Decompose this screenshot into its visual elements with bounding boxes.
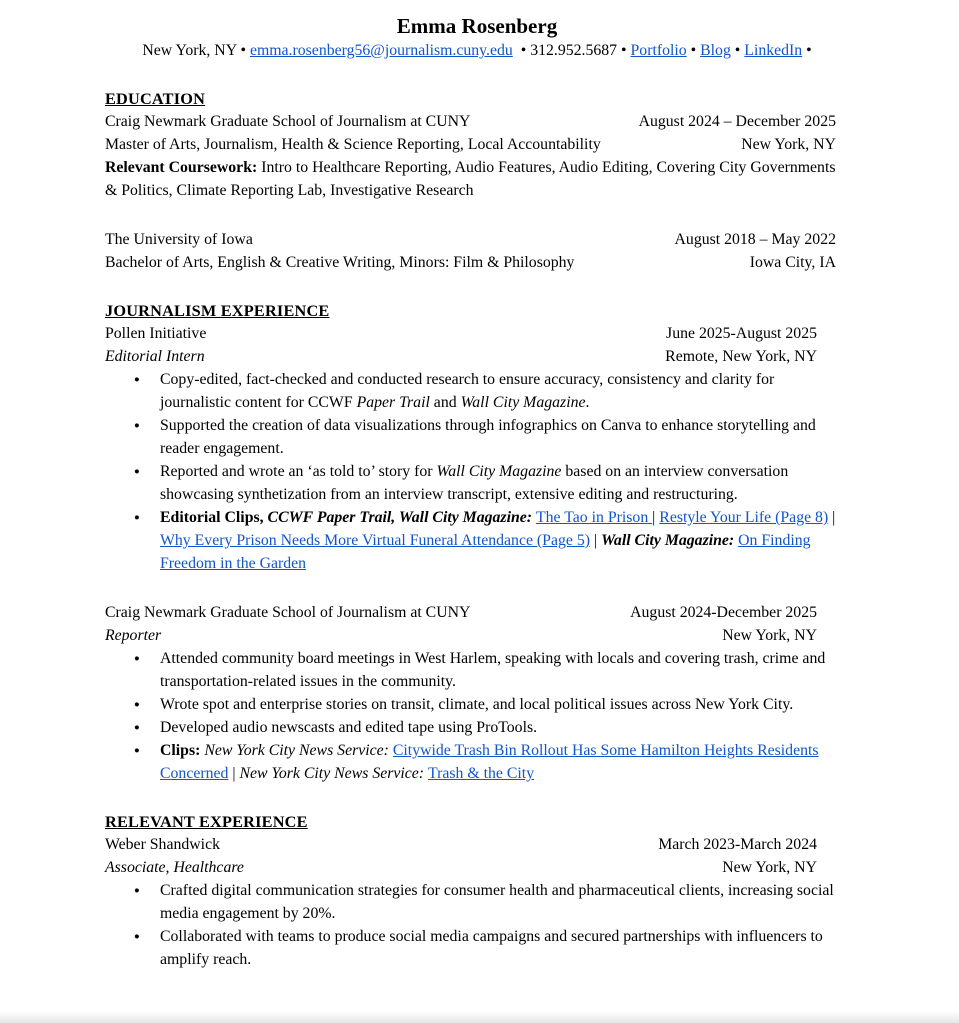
entry-subtitle-row	[105, 251, 849, 274]
text-run: and	[429, 394, 461, 411]
entry-title-row	[105, 228, 849, 251]
entry-dates: March 2023-March 2024	[658, 836, 817, 853]
text-run: Intro to Healthcare Reporting, Audio Features, Audio Editing, Covering City Governments & Politics, Climate Reporting Lab, Investigative Research	[105, 159, 836, 199]
text-run: Editorial Intern	[105, 348, 205, 365]
text-run: Copy-edited, fact-checked and conducted research to ensure accuracy, consistency and clarity for journalistic content for CCWF	[160, 371, 775, 411]
text-run: • 312.952.5687 •	[512, 42, 631, 59]
text-run: Developed audio newscasts and edited tape using ProTools.	[160, 719, 538, 736]
text-run: Reporter	[105, 627, 162, 644]
blog-link[interactable]: Blog	[700, 42, 731, 59]
entry-bullets	[105, 879, 849, 971]
entry-detail	[105, 156, 849, 202]
text-run: Attended community board meetings in West Harlem, speaking with locals and covering trash, crime and transportation-related issues in the community.	[160, 650, 826, 690]
entry-subtitle-row	[105, 345, 849, 368]
entry-dates: August 2024-December 2025	[630, 604, 817, 621]
text-run: Editorial Clips,	[160, 509, 268, 526]
text-run: |	[590, 532, 602, 549]
bullet-item	[105, 739, 849, 785]
clip-link-trash-and-the-city[interactable]: Trash & the City	[428, 765, 535, 782]
text-run: based on an interview conversation showcasing synthetization from an interview transcript, extensive editing and restructuring.	[160, 463, 789, 503]
entry-dates: August 2018 – May 2022	[674, 231, 836, 248]
entry-title-row	[105, 322, 849, 345]
entry-organization: Weber Shandwick	[105, 836, 220, 853]
text-run: |	[652, 509, 660, 526]
clip-link-restyle-your-life[interactable]: Restyle Your Life (Page 8)	[659, 509, 829, 526]
entry-location: Iowa City, IA	[749, 254, 836, 271]
section-entries	[105, 322, 849, 785]
resume-entry	[105, 110, 849, 202]
resume-entry	[105, 228, 849, 274]
entry-bullets	[105, 368, 849, 575]
entry-subtitle-row	[105, 624, 849, 647]
resume-body	[105, 87, 849, 971]
text-run: Supported the creation of data visualizations through infographics on Canva to enhance storytelling and reader engagement.	[160, 417, 816, 457]
text-run: Collaborated with teams to produce social media campaigns and secured partnerships with influencers to amplify reach.	[160, 928, 823, 968]
text-run: Relevant Coursework:	[105, 159, 262, 176]
clip-link-trash-bin-rollout[interactable]: Citywide Trash Bin Rollout Has Some Hamilton Heights Residents Concerned	[160, 742, 819, 782]
resume-section	[105, 299, 849, 785]
linkedin-link[interactable]: LinkedIn	[744, 42, 803, 59]
entry-subtitle-row	[105, 856, 849, 879]
clip-link-freedom-garden[interactable]: On Finding Freedom in the Garden	[160, 532, 811, 572]
text-run: •	[802, 42, 812, 59]
bullet-item	[105, 414, 849, 460]
entry-title-row	[105, 833, 849, 856]
text-run: •	[730, 42, 745, 59]
text-run: CCWF Paper Trail, Wall City Magazine:	[267, 509, 536, 526]
section-heading: JOURNALISM EXPERIENCE	[105, 301, 330, 320]
section-entries	[105, 833, 849, 971]
entry-dates: June 2025-August 2025	[666, 325, 817, 342]
resume-entry	[105, 833, 849, 971]
page-bottom-edge	[0, 1011, 959, 1023]
entry-organization: Craig Newmark Graduate School of Journalism at CUNY	[105, 113, 471, 130]
text-run: Wall City Magazine	[436, 463, 562, 480]
text-run: Wrote spot and enterprise stories on transit, climate, and local political issues across New York City.	[160, 696, 794, 713]
entry-title-row	[105, 601, 849, 624]
text-run: New York, NY •	[142, 42, 250, 59]
entry-role	[105, 624, 712, 647]
entry-location: Remote, New York, NY	[665, 348, 817, 365]
text-run: Paper Trail	[356, 394, 430, 411]
text-run: Master of Arts, Journalism, Health & Science Reporting, Local Accountability	[105, 136, 601, 153]
resume-section	[105, 810, 849, 971]
text-run: .	[585, 394, 590, 411]
entry-dates: August 2024 – December 2025	[638, 113, 836, 130]
bullet-item	[105, 879, 849, 925]
bullet-item	[105, 716, 849, 739]
portfolio-link[interactable]: Portfolio	[630, 42, 687, 59]
resume-section	[105, 87, 849, 274]
entry-role	[105, 133, 731, 156]
text-run: Wall City Magazine	[460, 394, 586, 411]
text-run: Reported and wrote an ‘as told to’ story for	[160, 463, 437, 480]
text-run: Bachelor of Arts, English & Creative Writing, Minors: Film & Philosophy	[105, 254, 575, 271]
entry-location: New York, NY	[741, 136, 836, 153]
text-run: Crafted digital communication strategies for consumer health and pharmaceutical clients, increasing social media engagement by 20%.	[160, 882, 834, 922]
resume-entry	[105, 601, 849, 785]
clip-link-tao-in-prison[interactable]: The Tao in Prison	[535, 509, 653, 526]
entry-role	[105, 251, 740, 274]
text-run: Clips:	[160, 742, 205, 759]
resume-header	[105, 13, 849, 62]
text-run: New York City News Service:	[204, 742, 393, 759]
resume-entry	[105, 322, 849, 575]
clip-link-virtual-funeral[interactable]: Why Every Prison Needs More Virtual Funeral Attendance (Page 5)	[160, 532, 590, 549]
text-run: |	[228, 765, 240, 782]
page-title: Emma Rosenberg	[396, 14, 558, 38]
entry-location: New York, NY	[722, 859, 817, 876]
entry-subtitle-row	[105, 133, 849, 156]
text-run: Associate, Healthcare	[105, 859, 244, 876]
section-heading: RELEVANT EXPERIENCE	[105, 812, 308, 831]
bullet-item	[105, 368, 849, 414]
bullet-item	[105, 693, 849, 716]
text-run: •	[686, 42, 701, 59]
entry-organization: Pollen Initiative	[105, 325, 207, 342]
bullet-item	[105, 506, 849, 575]
bullet-item	[105, 460, 849, 506]
section-entries	[105, 110, 849, 274]
section-heading: EDUCATION	[105, 89, 206, 108]
entry-location: New York, NY	[722, 627, 817, 644]
entry-bullets	[105, 647, 849, 785]
entry-title-row	[105, 110, 849, 133]
bullet-item	[105, 647, 849, 693]
entry-role	[105, 856, 712, 879]
entry-organization: Craig Newmark Graduate School of Journalism at CUNY	[105, 604, 471, 621]
text-run: New York City News Service:	[239, 765, 429, 782]
email-link[interactable]: emma.rosenberg56@journalism.cuny.edu	[249, 42, 513, 59]
text-run: |	[828, 509, 836, 526]
bullet-item	[105, 925, 849, 971]
entry-role	[105, 345, 655, 368]
entry-organization: The University of Iowa	[105, 231, 253, 248]
text-run: Wall City Magazine:	[601, 532, 739, 549]
contact-line	[105, 39, 849, 62]
